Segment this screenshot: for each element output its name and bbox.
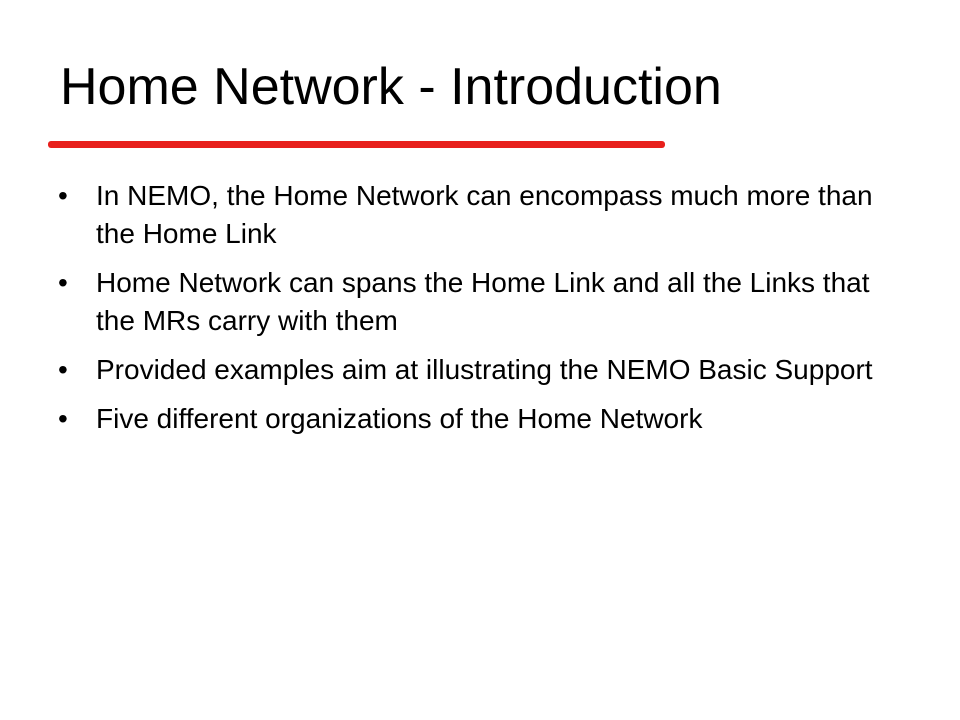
bullet-item [58,264,898,340]
bullet-icon: • [58,403,68,434]
bullet-item [58,177,898,253]
title-underline [48,141,665,148]
bullet-text: Home Network can spans the Home Link and all the Links that the MRs carry with them [96,267,870,336]
bullet-list [58,177,898,449]
slide-title: Home Network - Introduction [60,58,722,116]
bullet-text: In NEMO, the Home Network can encompass much more than the Home Link [96,180,873,249]
bullet-icon: • [58,267,68,298]
bullet-icon: • [58,354,68,385]
bullet-text: Provided examples aim at illustrating the NEMO Basic Support [96,354,873,385]
bullet-icon: • [58,180,68,211]
bullet-item [58,351,898,389]
bullet-text: Five different organizations of the Home Network [96,403,703,434]
bullet-item [58,400,898,438]
